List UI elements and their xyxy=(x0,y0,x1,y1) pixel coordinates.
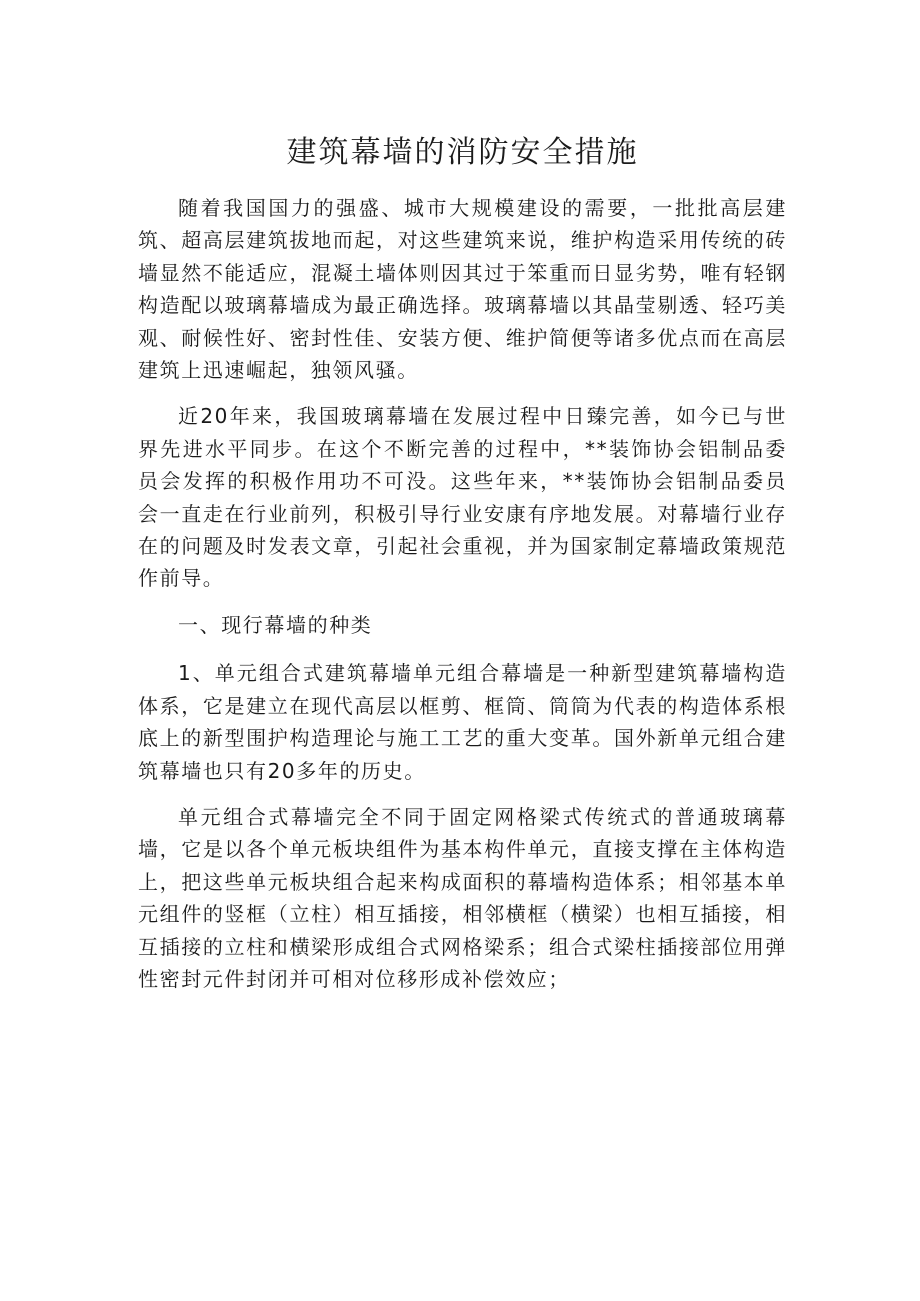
paragraph-development: 近20年来，我国玻璃幕墙在发展过程中日臻完善，如今已与世界先进水平同步。在这个不断完善的过程中，**装饰协会铝制品委员会发挥的积极作用功不可没。这些年来，**装饰协会铝制品委员会一直走在行业前列，积极引导行业安康有序地发展。对幕墙行业存在的问题及时发表文章，引起社会重视，并为国家制定幕墙政策规范作前导。 xyxy=(138,404,787,591)
document-title: 建筑幕墙的消防安全措施 xyxy=(286,135,639,170)
paragraph-intro: 随着我国国力的强盛、城市大规模建设的需要，一批批高层建筑、超高层建筑拔地而起，对这些建筑来说，维护构造采用传统的砖墙显然不能适应，混凝土墙体则因其过于笨重而日显劣势，唯有轻钢构造配以玻璃幕墙成为最正确选择。玻璃幕墙以其晶莹剔透、轻巧美观、耐候性好、密封性佳、安装方便、维护简便等诸多优点而在高层建筑上迅速崛起，独领风骚。 xyxy=(138,196,787,383)
paragraph-unit-curtain-wall: 1、单元组合式建筑幕墙单元组合幕墙是一种新型建筑幕墙构造体系，它是建立在现代高层以框剪、框筒、筒筒为代表的构造体系根底上的新型围护构造理论与施工工艺的重大变革。国外新单元组合建筑幕墙也只有20多年的历史。 xyxy=(138,661,787,783)
section-heading-curtain-wall-types: 一、现行幕墙的种类 xyxy=(178,612,373,637)
paragraph-unit-curtain-wall-detail: 单元组合式幕墙完全不同于固定网格梁式传统式的普通玻璃幕墙，它是以各个单元板块组件为基本构件单元，直接支撑在主体构造上，把这些单元板块组合起来构成面积的幕墙构造体系；相邻基本单元组件的竖框（立柱）相互插接，相邻横框（横梁）也相互插接，相互插接的立柱和横梁形成组合式网格梁系；组合式梁柱插接部位用弹性密封元件封闭并可相对位移形成补偿效应； xyxy=(138,804,787,991)
